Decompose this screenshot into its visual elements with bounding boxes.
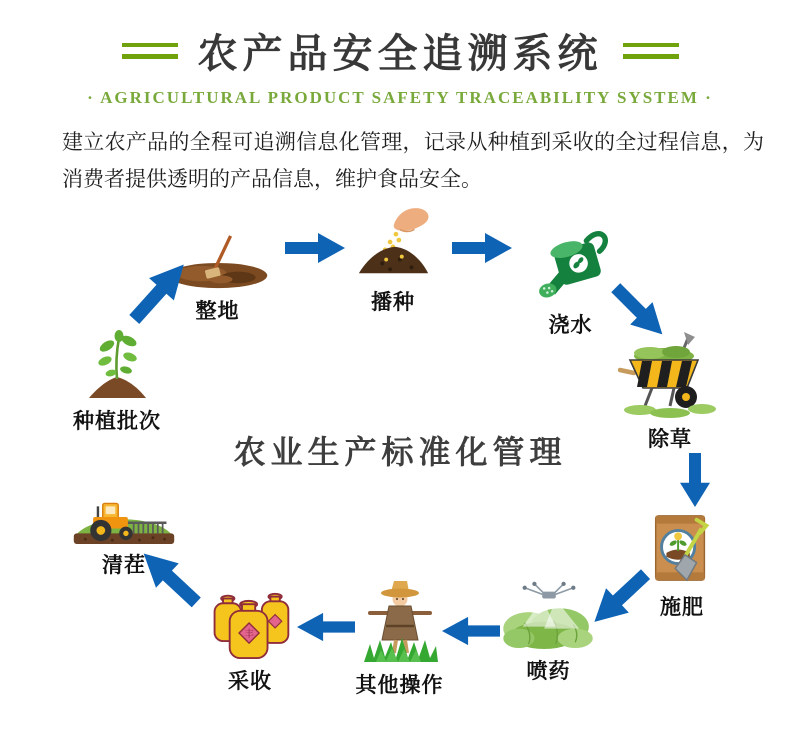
step-planting-batch — [52, 328, 182, 435]
step-harvest — [200, 590, 300, 695]
step-label: 浇水 — [548, 313, 593, 337]
flow-arrow-other-to-harvest — [297, 610, 355, 644]
step-label: 播种 — [371, 290, 415, 314]
page-subtitle: · AGRICULTURAL PRODUCT SAFETY TRACEABILITY SYSTEM · — [87, 88, 713, 107]
title-decor-right — [623, 43, 679, 59]
fertilizer-bag-icon — [645, 510, 719, 586]
harvest-can-character: 丰 — [243, 628, 254, 640]
title-row — [0, 22, 800, 79]
title-decor-left — [122, 43, 178, 59]
flow-arrow-spraying-to-other — [442, 614, 500, 648]
step-fertilizing — [642, 510, 722, 621]
intro-paragraph: 建立农产品的全程可追溯信息化管理，记录从种植到采收的全过程信息，为消费者提供透明的产品信息，维护食品安全。 — [62, 131, 764, 192]
tractor-icon — [68, 488, 180, 544]
step-spraying — [496, 580, 601, 685]
hand-seeding-icon — [352, 203, 434, 281]
step-label: 其他操作 — [355, 673, 444, 697]
flow-arrow-landprep-to-sowing — [285, 230, 345, 266]
step-weeding — [616, 330, 724, 453]
flow-arrow-sowing-to-watering — [452, 230, 512, 266]
step-label: 采收 — [228, 669, 272, 693]
step-label: 施肥 — [660, 595, 704, 619]
flow-arrow-weeding-to-fertilizing — [677, 453, 713, 507]
step-label: 除草 — [648, 427, 692, 451]
step-watering — [518, 224, 623, 339]
watering-can-icon — [521, 224, 621, 304]
wheelbarrow-icon — [618, 330, 722, 418]
step-label: 喷药 — [526, 659, 571, 683]
step-sowing — [348, 203, 438, 316]
diagram-center-title: 农业生产标准化管理 — [233, 434, 567, 470]
spray-drone-icon — [498, 580, 600, 650]
step-label: 种植批次 — [73, 409, 161, 433]
step-other-operations — [352, 578, 447, 699]
step-label: 整地 — [195, 299, 240, 323]
scarecrow-icon — [358, 578, 442, 664]
seedling-icon — [80, 328, 155, 400]
page-title: 农产品安全追溯系统 — [197, 31, 603, 76]
header — [0, 22, 800, 108]
harvest-cans-icon — [203, 590, 298, 660]
step-label: 清茬 — [102, 553, 146, 577]
